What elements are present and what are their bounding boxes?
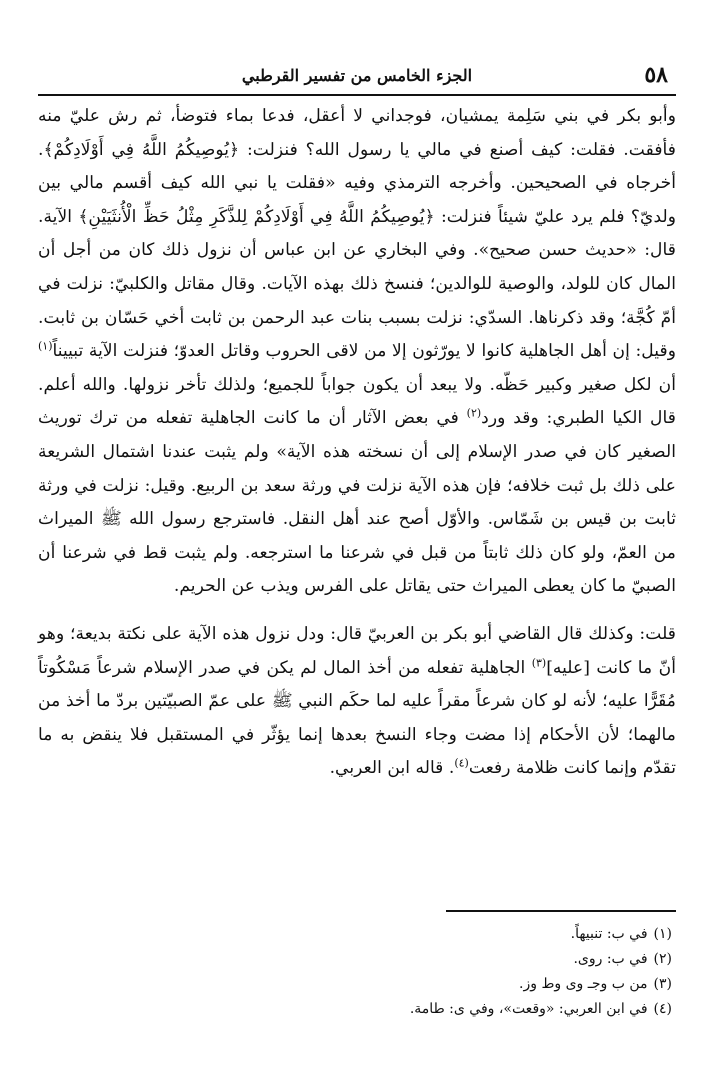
footnote-2 (38, 947, 672, 972)
footnote-number: (٢) (653, 951, 672, 967)
body-text (38, 100, 676, 786)
footnote-text: في ابن العربي: «وقعت»، وفي ى: طامة. (409, 1001, 648, 1017)
footnote-divider (446, 910, 676, 912)
footnote-number: (٣) (653, 976, 672, 992)
page-number: ٥٨ (644, 62, 668, 88)
text-run: وأبو بكر في بني سَلِمة يمشيان، فوجداني لا أعقل، فدعا بماء فتوضأ، ثم رش عليّ منه فأفقت. فقلت: كيف أصنع في مالي يا رسول الله؟ فنزلت: ﴿يُوصِيكُمُ اللَّهُ فِي أَوْلَادِكُمْ﴾. أخرجاه في الصحيحين. وأخرجه الترمذي وفيه «فقلت يا نبي الله كيف أقسم مالي بين ولديّ؟ فلم يرد عليّ شيئاً فنزلت: ﴿يُوصِيكُمُ اللَّهُ فِي أَوْلَادِكُمْ لِلذَّكَرِ مِثْلُ حَظِّ الْأُنثَيَيْنِ﴾ الآية. قال: «حديث حسن صحيح». وفي البخاري عن ابن عباس أن نزول ذلك كان من أجل أن المال كان للولد، والوصية للوالدين؛ فنسخ ذلك بهذه الآيات. وقال مقاتل والكلبيّ: نزلت في أمّ كُجَّة؛ وقد ذكرناها. السدّي: نزلت بسبب بنات عبد الرحمن بن ثابت أخي حَسّان بن ثابت. وقيل: إن أهل الجاهلية كانوا لا يورّثون إلا من لاقى الحروب وقاتل العدوّ؛ فنزلت الآية تبييناً (38, 106, 676, 362)
footnote-1 (38, 922, 672, 947)
footnote-4 (38, 997, 672, 1022)
text-run: الجاهلية تفعله من أخذ المال لم يكن في صدر الإسلام شرعاً مَسْكُوتاً مُقَرًّا عليه؛ لأنه لو كان شرعاً مقراً عليه لما حكَم النبي ﷺ على عمّ الصبيّتين بردّ ما أخذ من مالهما؛ لأن الأحكام إذا مضت وجاء النسخ بعدها إنما يؤثّر في المستقبل فلا ينقض به ما تقدّم وإنما كانت ظلامة رفعت (38, 657, 676, 779)
footnotes (38, 922, 672, 1022)
footnote-number: (٤) (653, 1001, 672, 1017)
footnote-ref-3: (٣) (531, 655, 547, 669)
footnote-ref-4: (٤) (454, 756, 469, 770)
footnote-ref-1: (١) (38, 339, 53, 353)
paragraph-2 (38, 618, 676, 786)
page-header (38, 58, 676, 96)
footnote-3 (38, 972, 672, 997)
footnote-number: (١) (653, 926, 672, 942)
text-run: . قاله ابن العربي. (329, 758, 455, 779)
text-run: أن لكل صغير وكبير حَظّه. ولا يبعد أن يكون جواباً للجميع؛ ولذلك تأخر نزولها. والله أعلم. قال الكيا الطبري: وقد ورد (38, 374, 676, 429)
footnote-text: في ب: روى. (573, 951, 648, 967)
text-run: قلت: وكذلك قال القاضي أبو بكر بن العربيّ قال: ودل نزول هذه الآية على نكتة بديعة؛ وهو أنّ ما كانت [عليه] (38, 623, 676, 678)
footnote-text: في ب: تنبيهاً. (570, 926, 648, 942)
footnote-text: من ب وجـ وى وط وز. (519, 976, 648, 992)
running-title: الجزء الخامس من تفسير القرطبي (241, 66, 473, 85)
text-run: في بعض الآثار أن ما كانت الجاهلية تفعله من ترك توريث الصغير كان في صدر الإسلام إلى أن نسخته هذه الآية» ولم يثبت عندنا اشتمال الشريعة على ذلك بل ثبت خلافه؛ فإن هذه الآية نزلت في ورثة سعد بن الربيع. وقيل: نزلت في ورثة ثابت بن قيس بن شَمّاس. والأوّل أصح عند أهل النقل. فاسترجع رسول الله ﷺ الميراث من العمّ، ولو كان ذلك ثابتاً من قبل في شرعنا ما استرجعه. ولم يثبت قط في شرعنا أن الصبيّ ما كان يعطى الميراث حتى يقاتل على الفرس ويذب عن الحريم. (38, 408, 676, 597)
paragraph-1 (38, 100, 676, 604)
footnote-ref-2: (٢) (466, 406, 482, 420)
